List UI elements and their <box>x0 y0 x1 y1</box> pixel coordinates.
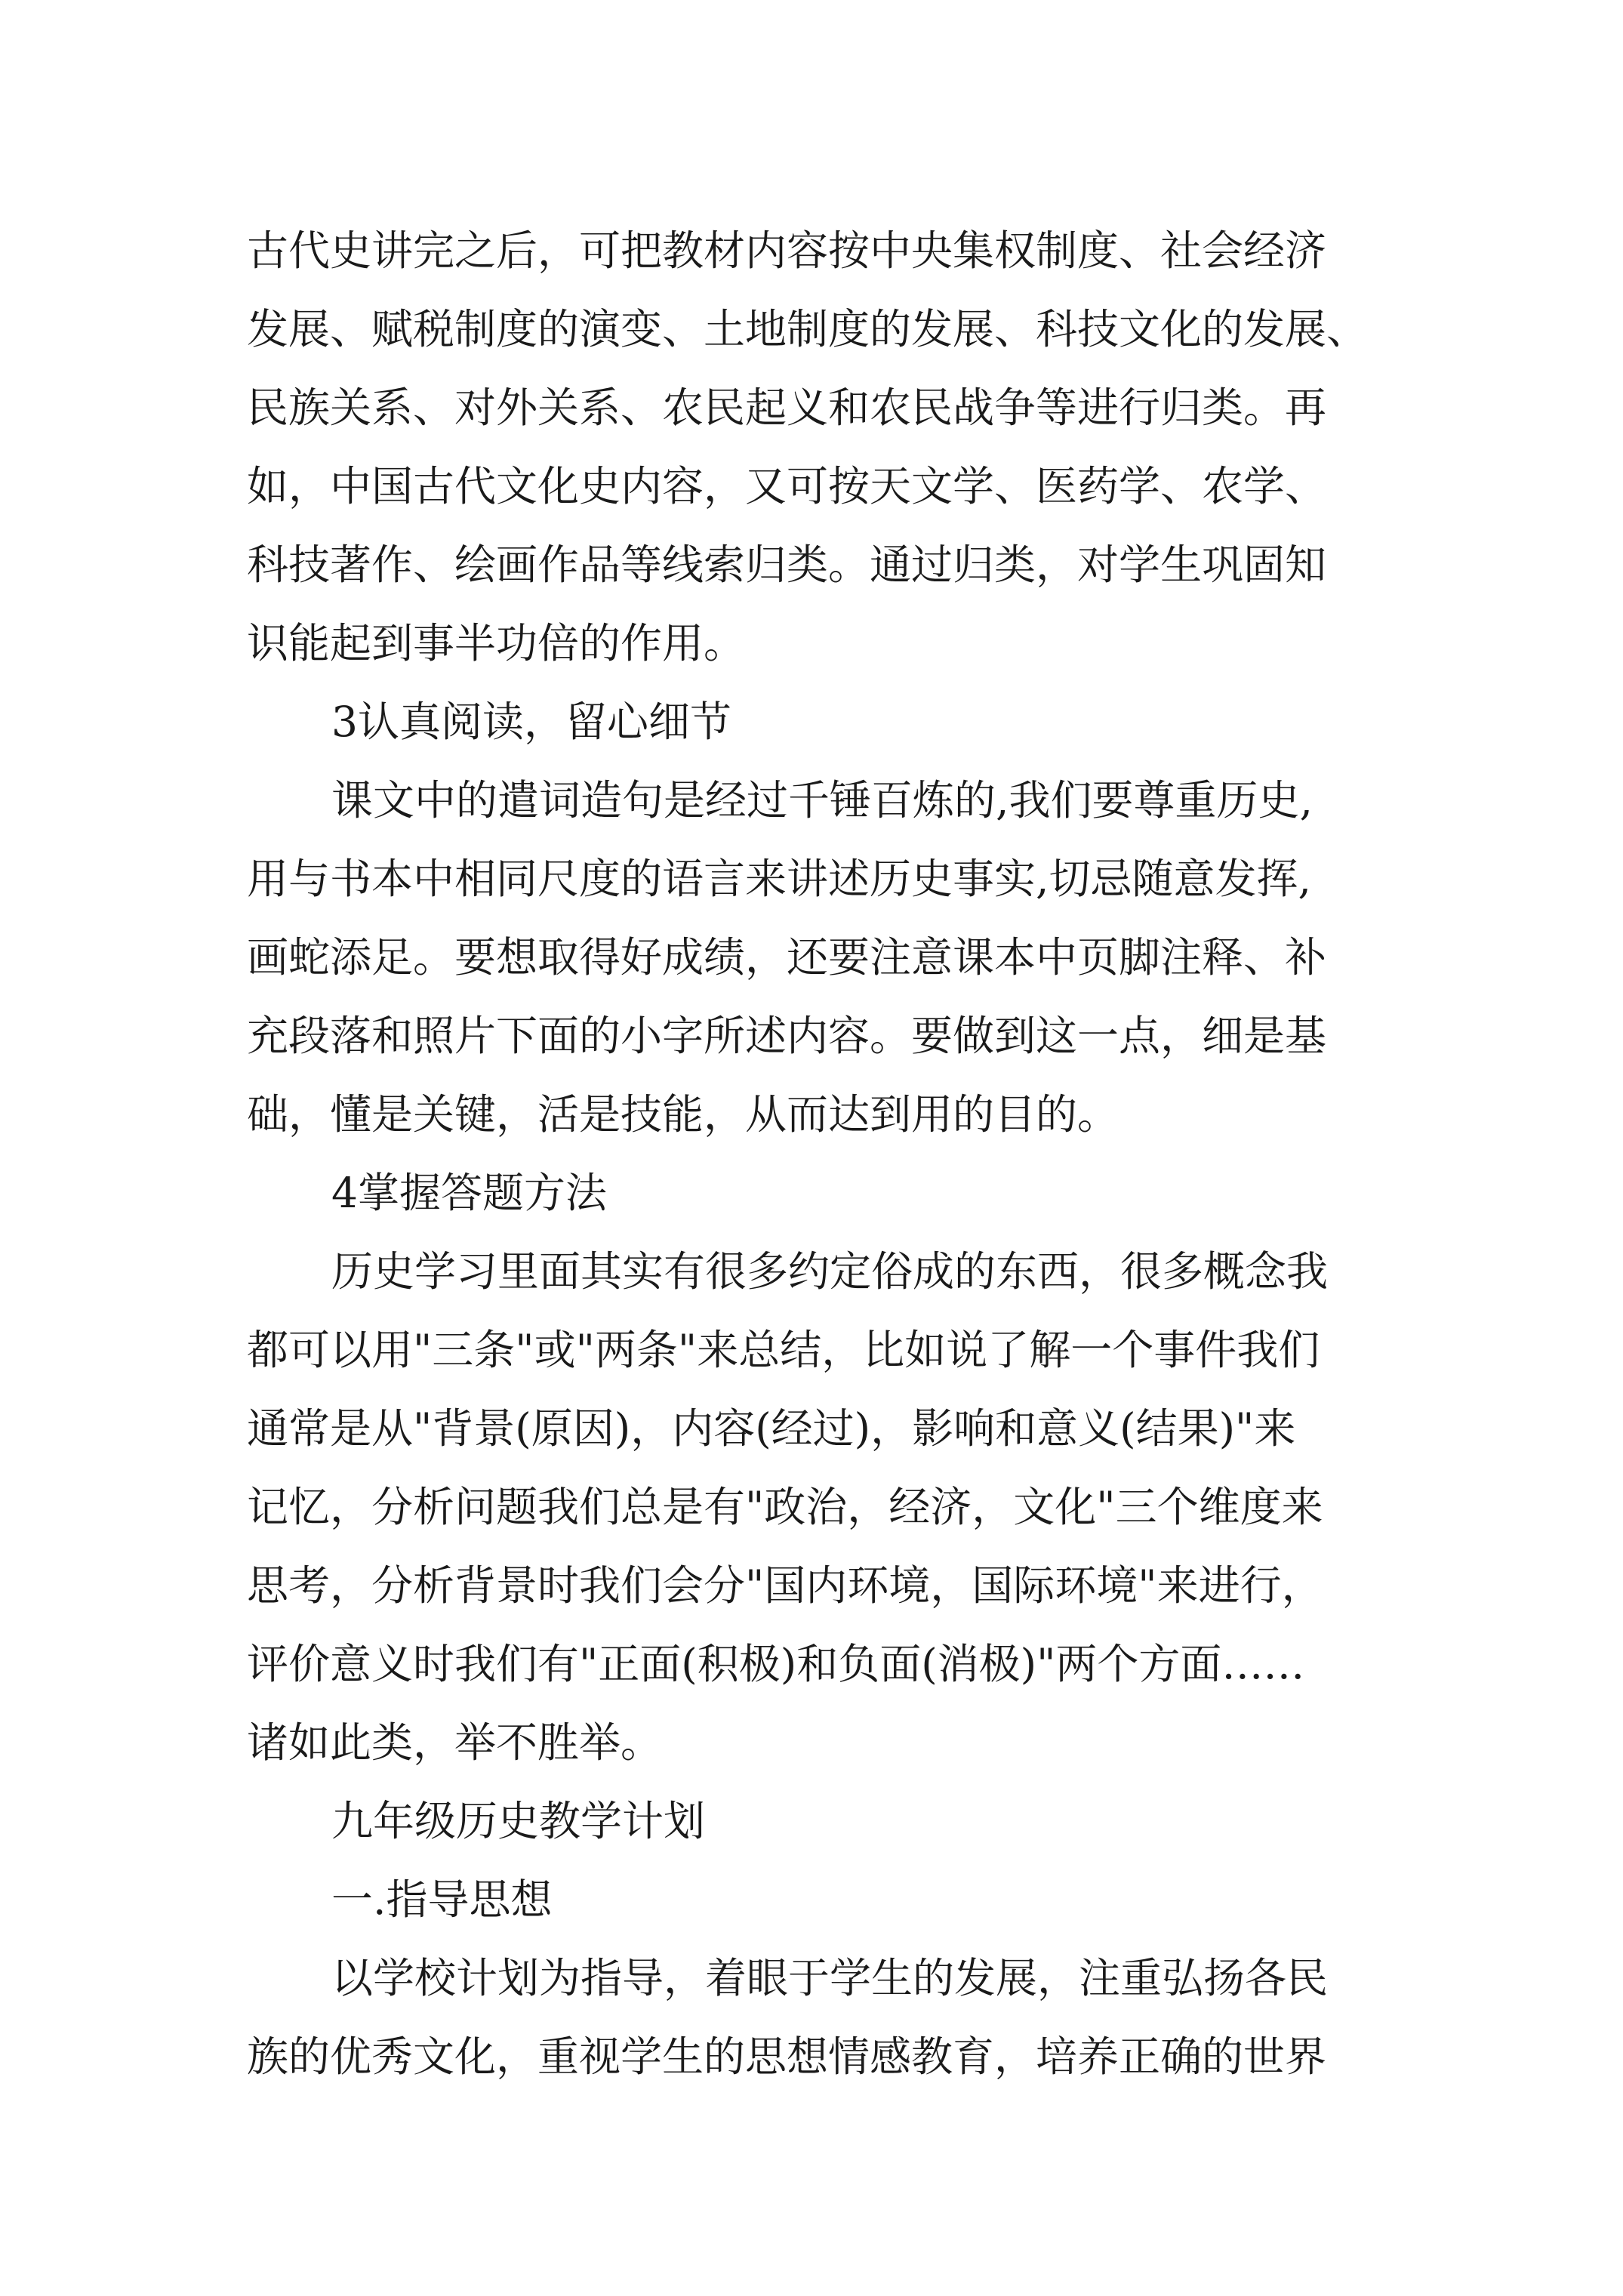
paragraph-line: 记忆，分析问题我们总是有"政治，经济，文化"三个维度来 <box>247 1483 1323 1531</box>
paragraph-line: 通常是从"背景(原因)，内容(经过)，影响和意义(结果)"来 <box>247 1404 1296 1453</box>
paragraph-line: 历史学习里面其实有很多约定俗成的东西，很多概念我 <box>331 1247 1329 1296</box>
paragraph-line: 画蛇添足。要想取得好成绩，还要注意课本中页脚注释、补 <box>247 933 1327 982</box>
paragraph-line: 础，懂是关键，活是技能，从而达到用的目的。 <box>247 1090 1119 1139</box>
section-heading: 4掌握答题方法 <box>331 1169 607 1217</box>
paragraph-line: 古代史讲完之后，可把教材内容按中央集权制度、社会经济 <box>247 227 1327 275</box>
paragraph-line: 如，中国古代文化史内容，又可按天文学、医药学、农学、 <box>247 462 1327 510</box>
paragraph-line: 以学校计划为指导，着眼于学生的发展，注重弘扬各民 <box>331 1954 1329 2002</box>
paragraph-line: 思考，分析背景时我们会分"国内环境，国际环境"来进行， <box>247 1561 1323 1610</box>
paragraph-line: 充段落和照片下面的小字所述内容。要做到这一点，细是基 <box>247 1012 1327 1060</box>
document-body <box>247 211 1379 2096</box>
document-title: 九年级历史教学计划 <box>331 1797 706 1845</box>
paragraph-line: 发展、赋税制度的演变、土地制度的发展、科技文化的发展、 <box>247 305 1369 353</box>
paragraph-line: 民族关系、对外关系、农民起义和农民战争等进行归类。再 <box>247 384 1327 432</box>
paragraph-line: 族的优秀文化，重视学生的思想情感教育，培养正确的世界 <box>247 2032 1327 2081</box>
paragraph-line: 都可以用"三条"或"两条"来总结，比如说了解一个事件我们 <box>247 1326 1320 1374</box>
paragraph-line: 评价意义时我们有"正面(积极)和负面(消极)"两个方面…… <box>247 1640 1305 1688</box>
paragraph-line: 科技著作、绘画作品等线索归类。通过归类，对学生巩固知 <box>247 541 1327 589</box>
section-heading: 一.指导思想 <box>331 1875 553 1924</box>
paragraph-line: 诸如此类，举不胜举。 <box>247 1718 663 1767</box>
paragraph-line: 用与书本中相同尺度的语言来讲述历史事实,切忌随意发挥, <box>247 855 1311 903</box>
section-heading: 3认真阅读，留心细节 <box>331 698 731 746</box>
paragraph-line: 课文中的遣词造句是经过千锤百炼的,我们要尊重历史, <box>331 776 1313 824</box>
paragraph-line: 识能起到事半功倍的作用。 <box>247 619 746 667</box>
